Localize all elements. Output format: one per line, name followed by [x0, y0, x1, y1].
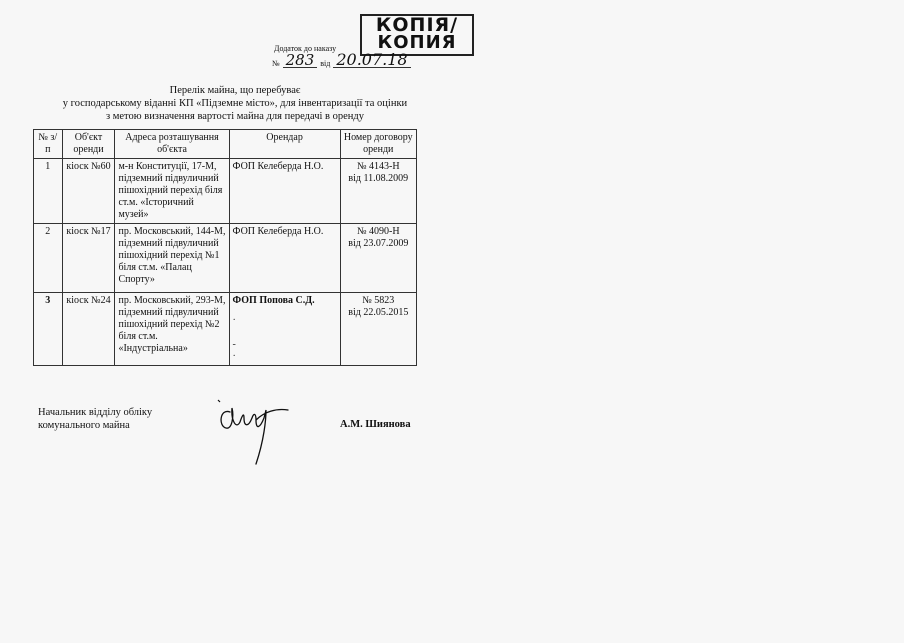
scan-dots: · - · [232, 315, 238, 362]
document-title [40, 84, 430, 123]
appendix-reference [272, 44, 411, 68]
contract-date: від 22.05.2015 [348, 307, 409, 318]
row-tenant: ФОП Келеберда Н.О. [229, 224, 340, 293]
table-header-row [34, 130, 417, 159]
row-object: кіоск №60 [62, 159, 115, 224]
order-number: 283 [283, 53, 318, 68]
row-contract [340, 293, 416, 366]
signer-name: А.М. Шиянова [340, 419, 411, 430]
position-line-1: Начальник відділу обліку [38, 407, 153, 418]
row-num: 2 [34, 224, 63, 293]
row-address: пр. Московський, 293-М, підземний підвуличний пішохідний перехід №2 біля ст.м. «Індустріальна» [115, 293, 229, 366]
row-address: м-н Конституції, 17-М, підземний підвуличний пішохідний перехід біля ст.м. «Історичний музей» [115, 159, 229, 224]
contract-number: № 4143-Н [356, 161, 400, 172]
row-address: пр. Московський, 144-М, підземний підвуличний пішохідний перехід №1 біля ст.м. «Палац Спорту» [115, 224, 229, 293]
row-tenant: ФОП Келеберда Н.О. [229, 159, 340, 224]
row-num: 3 [34, 293, 63, 366]
row-tenant-cell [229, 293, 340, 366]
order-date: 20.07.18 [333, 53, 410, 68]
handwritten-signature [214, 396, 294, 468]
table-row [34, 224, 417, 293]
table-row [34, 293, 417, 366]
contract-date: від 23.07.2009 [348, 238, 409, 249]
header-tenant: Орендар [229, 130, 340, 159]
header-num: № з/п [34, 130, 63, 159]
stamp-line-1: КОПІЯ/ [375, 14, 459, 36]
contract-date: від 11.08.2009 [348, 173, 409, 184]
title-line-1: Перелік майна, що перебуває [169, 85, 301, 96]
property-table [33, 129, 417, 366]
table-row [34, 159, 417, 224]
appendix-label: Додаток до наказу [274, 44, 337, 53]
stamp-line-2: КОПИЯ [377, 32, 457, 53]
title-line-3: з метою визначення вартості майна для передачі в оренду [105, 111, 364, 122]
appendix-date-prefix: від [320, 59, 331, 68]
row-tenant: ФОП Попова С.Д. [232, 295, 315, 306]
appendix-no-prefix: № [272, 59, 280, 68]
title-line-2: у господарському віданні КП «Підземне місто», для інвентаризації та оцінки [62, 98, 408, 109]
header-object: Об'єкт оренди [62, 130, 115, 159]
row-num: 1 [34, 159, 63, 224]
header-contract: Номер договору оренди [340, 130, 416, 159]
row-contract [340, 159, 416, 224]
contract-number: № 5823 [362, 295, 395, 306]
row-object: кіоск №17 [62, 224, 115, 293]
row-contract [340, 224, 416, 293]
row-object: кіоск №24 [62, 293, 115, 366]
signatory-position [38, 406, 152, 432]
contract-number: № 4090-Н [356, 226, 400, 237]
position-line-2: комунального майна [38, 420, 130, 431]
header-address: Адреса розташування об'єкта [115, 130, 229, 159]
